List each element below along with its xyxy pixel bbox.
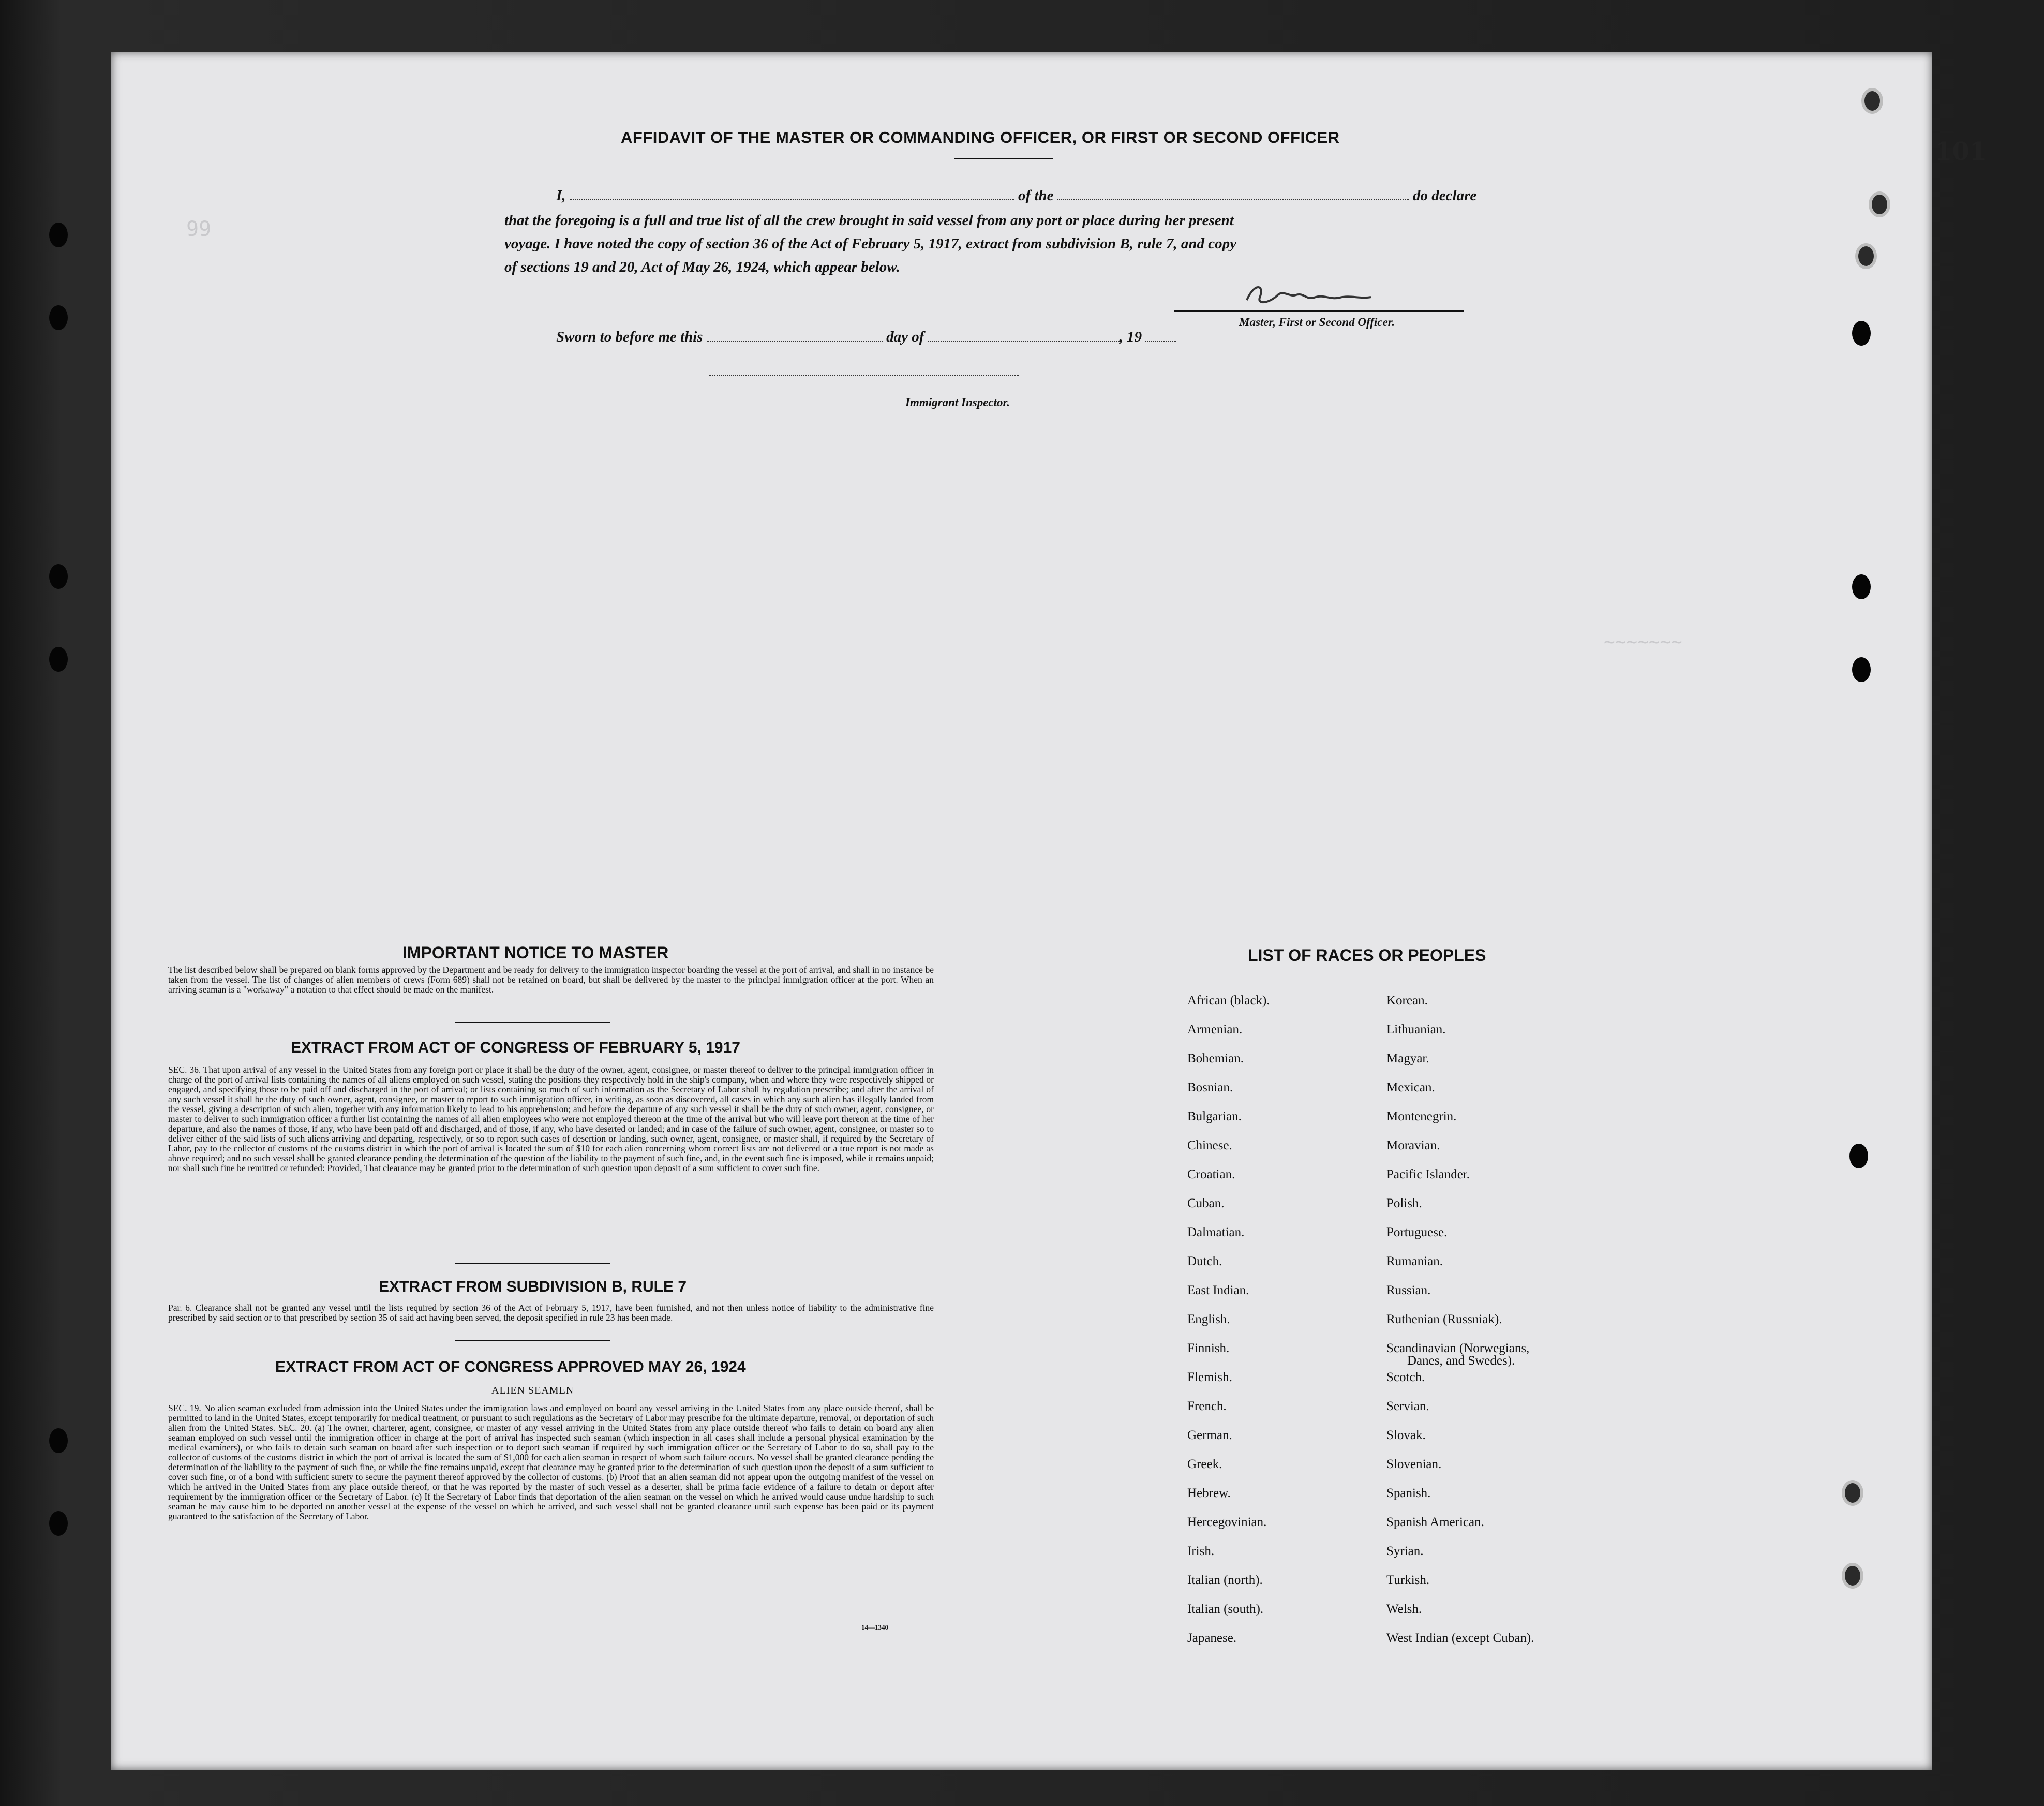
signature-caption: Master, First or Second Officer. xyxy=(1239,316,1395,329)
notice-body: The list described below shall be prepared on blank forms approved by the Department and be ready for delivery to the immigration inspector boarding the vessel at the port of arrival, and shall in no instance be taken from the vessel. The list of changes of alien members of crews (Form 689) shall not be retained on board, but shall be delivered by the master to the principal immigration officer at the port. When an arriving seaman is a "workaway" a notation to that effect should be made on the manifest. xyxy=(168,965,934,995)
race-item: Flemish. xyxy=(1187,1370,1232,1384)
alien-seamen-subtitle: ALIEN SEAMEN xyxy=(491,1385,574,1396)
binder-ring xyxy=(1842,1563,1863,1589)
name-blank[interactable] xyxy=(570,188,1014,200)
races-column-1 xyxy=(1187,994,1270,1660)
race-item: Irish. xyxy=(1187,1544,1215,1558)
race-item: Finnish. xyxy=(1187,1341,1230,1355)
race-item: Dalmatian. xyxy=(1187,1225,1245,1239)
binder-ring xyxy=(1855,243,1877,269)
race-item: Dutch. xyxy=(1187,1254,1222,1268)
race-item: Syrian. xyxy=(1386,1544,1424,1558)
extract-1917-body: SEC. 36. That upon arrival of any vessel in the United States from any foreign port or place it shall be the duty of the owner, agent, consignee, or master thereof to deliver to the principal immigration officer in charge of the port of arrival lists containing the names of all aliens employed on such vessel, stating the positions they respectively hold in the ship's company, when and where they were respectively shipped or engaged, and specifying those to be paid off and discharged in the port of arrival; or lists containing so much of such information as the Secretary of Labor shall by regulation prescribe; and after the arrival of any such vessel it shall be the duty of such owner, agent, consignee, or master to report to such immigration officer, in writing, as soon as discovered, all cases in which any such alien has illegally landed from the vessel, giving a description of such alien, together with any information likely to lead to his apprehension; and before the departure of any such vessel it shall be the duty of such owner, agent, consignee, or master to deliver to such immigration officer a further list containing the names of all alien employees who were not employed thereon at the time of the arrival but who will leave port thereon at the time of her departure, and also the names of those, if any, who have been paid off and discharged, and of those, if any, who have deserted or landed; and in case of the failure of such owner, agent, consignee, or master so to deliver either of the said lists of such aliens arriving and departing, respectively, or so to report such cases of desertion or landing, such owner, agent, consignee, or master shall, if required by the Secretary of Labor, pay to the collector of customs of the customs district in which the port of arrival is located the sum of $10 for each alien concerning whom correct lists are not delivered or a true report is not made as above required; and no such vessel shall be granted clearance pending the determination of the question of the liability to the payment of such fine, and, in the event such fine is imposed, while it remains unpaid; nor shall such fine be remitted or refunded: Provided, That clearance may be granted prior to the determination of such question upon deposit of a sum sufficient to cover such fine. xyxy=(168,1064,934,1173)
inspector-signature-blank[interactable] xyxy=(709,374,1019,376)
race-item: Lithuanian. xyxy=(1386,1023,1446,1037)
race-item: Russian. xyxy=(1386,1283,1431,1297)
punch-hole xyxy=(49,223,68,247)
race-item: Hercegovinian. xyxy=(1187,1515,1267,1529)
affidavit-do-declare: do declare xyxy=(1413,187,1477,204)
race-item: Bohemian. xyxy=(1187,1052,1244,1065)
punch-hole xyxy=(1852,321,1871,346)
section-divider xyxy=(455,1340,610,1341)
race-item: Rumanian. xyxy=(1386,1254,1443,1268)
race-item: West Indian (except Cuban). xyxy=(1386,1631,1534,1645)
form-number: 14—1340 xyxy=(861,1623,888,1631)
race-item: African (black). xyxy=(1187,994,1270,1008)
section-divider xyxy=(455,1022,610,1023)
sworn-label: Sworn to before me this xyxy=(556,329,703,345)
section-divider xyxy=(455,1263,610,1264)
month-blank[interactable] xyxy=(928,329,1120,342)
extract-rule7-body: Par. 6. Clearance shall not be granted any vessel until the lists required by section 36 of the Act of February 5, 1917, have been furnished, and not then unless notice of liability to the administrative fine prescribed by said section or to that prescribed by section 35 of said act having been served, the deposit specified in rule 23 has been made. xyxy=(168,1302,934,1323)
race-item: Slovenian. xyxy=(1386,1457,1442,1471)
vessel-blank[interactable] xyxy=(1057,188,1409,200)
race-item: French. xyxy=(1187,1399,1227,1413)
race-item: Ruthenian (Russniak). xyxy=(1386,1312,1502,1326)
race-item: English. xyxy=(1187,1312,1230,1326)
race-item: East Indian. xyxy=(1187,1283,1249,1297)
race-item: Croatian. xyxy=(1187,1167,1235,1181)
title-divider xyxy=(954,158,1053,159)
races-column-2 xyxy=(1386,994,1534,1660)
race-item: Welsh. xyxy=(1386,1602,1422,1616)
race-item: Italian (south). xyxy=(1187,1602,1264,1616)
punch-hole xyxy=(49,305,68,330)
race-item: Slovak. xyxy=(1386,1428,1426,1442)
race-item: Cuban. xyxy=(1187,1196,1225,1210)
race-item: Korean. xyxy=(1386,994,1428,1008)
punch-hole xyxy=(49,647,68,672)
affidavit-line-4: of sections 19 and 20, Act of May 26, 1924, which appear below. xyxy=(504,259,900,275)
race-item: Mexican. xyxy=(1386,1080,1435,1094)
punch-hole xyxy=(1852,657,1871,682)
race-item: Turkish. xyxy=(1386,1573,1430,1587)
race-item: Armenian. xyxy=(1187,1023,1243,1037)
race-item: Magyar. xyxy=(1386,1052,1429,1065)
race-item-line: Scandinavian (Norwegians, xyxy=(1386,1341,1530,1355)
day-blank[interactable] xyxy=(707,329,883,342)
race-item: Bosnian. xyxy=(1187,1080,1233,1094)
affidavit-line-1 xyxy=(556,187,1476,204)
race-item: Moravian. xyxy=(1386,1138,1440,1152)
affidavit-line-3: voyage. I have noted the copy of section 36 of the Act of February 5, 1917, extract from subdivision B, rule 7, and copy xyxy=(504,235,1236,252)
race-item: Polish. xyxy=(1386,1196,1422,1210)
punch-hole xyxy=(1852,574,1871,599)
race-item: Spanish American. xyxy=(1386,1515,1484,1529)
race-item: Portuguese. xyxy=(1386,1225,1448,1239)
affidavit-i: I, xyxy=(556,187,566,204)
race-item: Italian (north). xyxy=(1187,1573,1263,1587)
race-item: Chinese. xyxy=(1187,1138,1232,1152)
binder-ring xyxy=(1842,1480,1863,1506)
binder-ring xyxy=(1869,191,1890,217)
affidavit-line-2: that the foregoing is a full and true list of all the crew brought in said vessel from any port or place during her present xyxy=(504,212,1234,229)
sworn-line: Sworn to before me this day of , 19 xyxy=(556,329,1176,346)
races-title: LIST OF RACES OR PEOPLES xyxy=(1248,946,1486,965)
race-item: Japanese. xyxy=(1187,1631,1237,1645)
race-item: Montenegrin. xyxy=(1386,1109,1457,1123)
punch-hole xyxy=(1849,1144,1868,1168)
page-number-stamp: 101 xyxy=(1935,137,1987,166)
race-item-continuation: Danes, and Swedes). xyxy=(1407,1354,1515,1368)
race-item: Scotch. xyxy=(1386,1370,1425,1384)
extract-1917-title: EXTRACT FROM ACT OF CONGRESS OF FEBRUARY 5, 1917 xyxy=(291,1039,740,1056)
inspector-caption: Immigrant Inspector. xyxy=(905,396,1010,409)
race-item: Servian. xyxy=(1386,1399,1429,1413)
punch-hole xyxy=(49,564,68,589)
race-item xyxy=(1386,1341,1534,1370)
notice-title: IMPORTANT NOTICE TO MASTER xyxy=(402,943,669,962)
extract-1924-body: SEC. 19. No alien seaman excluded from admission into the United States under the immigration laws and employed on board any vessel arriving in the United States from any place outside thereof, shall be permitted to land in the United States, except temporarily for medical treatment, or pursuant to such regulations as the Secretary of Labor may prescribe for the ultimate departure, removal, or deportation of such alien from the United States. SEC. 20. (a) The owner, charterer, agent, consignee, or master of any vessel arriving in the United States from any place outside thereof who fails to detain on board any alien seaman employed on such vessel until the immigration officer in charge at the port of arrival has inspected such seaman (which inspection in all cases shall include a personal physical examination by the medical examiners), or who fails to detain such seaman on board after such inspection or to deport such seaman if required by such immigration officer or the Secretary of Labor to do so, shall pay to the collector of customs of the customs district in which the port of arrival is located the sum of $1,000 for each alien seaman in respect of whom such failure occurs. No vessel shall be granted clearance pending the determination of the liability to the payment of such fine, or while the fine remains unpaid, except that clearance may be granted prior to the determination of such question upon the deposit of a sum sufficient to cover such fine, or of a bond with sufficient surety to secure the payment thereof approved by the collector of customs. (b) Proof that an alien seaman did not appear upon the outgoing manifest of the vessel on which he arrived in the United States from any place outside thereof, or that he was reported by the master of such vessel as a deserter, shall be prima facie evidence of a failure to detain or deport after requirement by the immigration officer or the Secretary of Labor. (c) If the Secretary of Labor finds that deportation of the alien seaman on the vessel on which he arrived would cause undue hardship to such seaman he may cause him to be deported on another vessel at the expense of the vessel on which he arrived, and such vessel shall not be granted clearance until such expense has been paid or its payment guaranteed to the satisfaction of the Secretary of Labor. xyxy=(168,1403,934,1521)
signature-line xyxy=(1174,310,1464,312)
binder-ring xyxy=(1861,88,1883,114)
race-item: German. xyxy=(1187,1428,1232,1442)
race-item: Hebrew. xyxy=(1187,1486,1231,1500)
punch-hole xyxy=(49,1511,68,1536)
affidavit-of-the: of the xyxy=(1018,187,1054,204)
day-of-label: day of xyxy=(886,329,924,345)
bleed-through-ghost: 99 xyxy=(186,217,212,241)
punch-hole xyxy=(49,1428,68,1453)
extract-rule7-title: EXTRACT FROM SUBDIVISION B, RULE 7 xyxy=(379,1278,687,1295)
year-prefix: 19 xyxy=(1127,329,1142,345)
race-item: Bulgarian. xyxy=(1187,1109,1242,1123)
race-item: Spanish. xyxy=(1386,1486,1431,1500)
bleed-through-ghost: ~~~~~~~ xyxy=(1604,631,1682,653)
race-item: Greek. xyxy=(1187,1457,1222,1471)
year-blank[interactable] xyxy=(1145,329,1176,342)
race-item: Pacific Islander. xyxy=(1386,1167,1470,1181)
affidavit-title: AFFIDAVIT OF THE MASTER OR COMMANDING OFFICER, OR FIRST OR SECOND OFFICER xyxy=(621,128,1340,146)
extract-1924-title: EXTRACT FROM ACT OF CONGRESS APPROVED MAY 26, 1924 xyxy=(275,1358,746,1375)
